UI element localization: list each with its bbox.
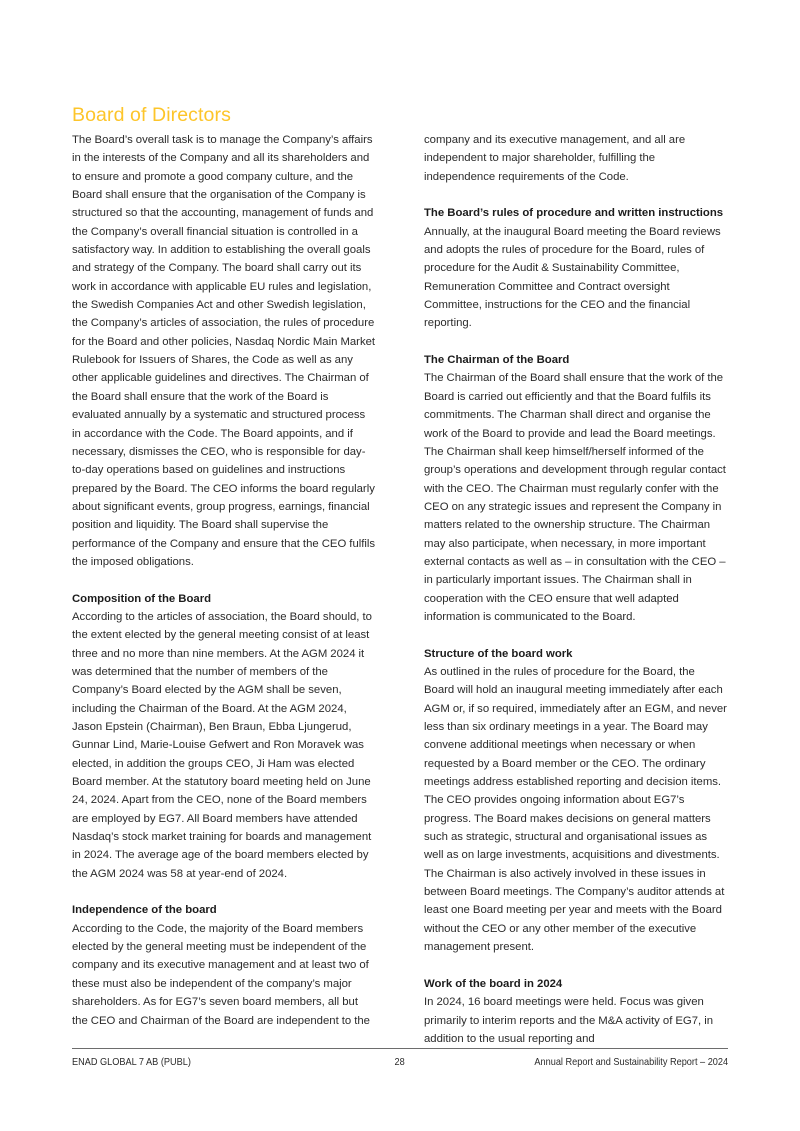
paragraph-spacer (72, 883, 376, 901)
paragraph-composition-of-the-board: According to the articles of association, the Board should, to the extent elected by the general meeting consist of at least three and no more than nine members. At the AGM 2024 it was determined that the number of members of the Company’s Board elected by the AGM shall be seven, including the Chairman of the Board. At the AGM 2024, Jason Epstein (Chairman), Ben Braun, Ebba Ljungerud, Gunnar Lind, Marie-Louise Gefwert and Ron Moravek was elected, in addition the groups CEO, Ji Ham was elected Board member. At the statutory board meeting held on June 24, 2024. Apart from the CEO, none of the Board members are employed by EG7. All Board members have attended Nasdaq’s stock market training for boards and management in 2024. The average age of the board members elected by the AGM 2024 was 58 at year-end of 2024. (72, 610, 372, 880)
paragraph-chairman-of-the-board: The Chairman of the Board shall ensure that the work of the Board is carried out efficiently and that the Board fulfils its commitments. The Charman shall direct and organise the work of the Board to provide and lead the Board meetings. The Chairman shall keep himself/herself informed of the group’s operations and development through regular contact with the CEO. The Chairman must regularly confer with the CEO on any strategic issues and represent the Company in matters related to the ownership structure. The Chairman may also participate, when necessary, in more important external contacts as well as – in consultation with the CEO – in particularly important issues. The Chairman shall in cooperation with the CEO ensure that well adapted information is communicated to the Board. (424, 372, 726, 623)
footer-report-title: Annual Report and Sustainability Report – 2024 (534, 1057, 729, 1068)
heading-chairman-of-the-board: The Chairman of the Board (424, 354, 570, 367)
paragraph-spacer (424, 186, 728, 204)
paragraph-spacer (72, 571, 376, 589)
heading-independence-of-the-board: Independence of the board (72, 904, 217, 917)
paragraph-spacer (424, 626, 728, 644)
two-column-body (72, 131, 728, 1045)
paragraph-spacer (424, 956, 728, 974)
footer-row (72, 1056, 728, 1070)
footer-page-number: 28 (394, 1057, 405, 1068)
page-footer (72, 1048, 728, 1070)
paragraph-board-overall-task: The Board’s overall task is to manage the Company’s affairs in the interests of the Company and all its shareholders and to ensure and promote a good company culture, and the Board shall ensure that the organisation of the Company is structured so that the accounting, management of funds and the Company’s overall financial situation is controlled in a satisfactory way. In addition to establishing the overall goals and strategy of the Company. The board shall carry out its work in accordance with applicable EU rules and legislation, the Swedish Companies Act and other Swedish legislation, the Company’s articles of association, the rules of procedure for the Board and other policies, Nasdaq Nordic Main Market Rulebook for Issuers of Shares, the Code as well as any other applicable guidelines and directives. The Chairman of the Board shall ensure that the work of the Board is evaluated annually by a systematic and structured process in accordance with the Code. The Board appoints, and if necessary, dismisses the CEO, who is responsible for day-to-day operations based on guidelines and instructions prepared by the Board. The CEO informs the board regularly about significant events, group progress, earnings, financial position and liquidity. The Board shall supervise the performance of the Company and ensure that the CEO fulfils the imposed obligations. (72, 134, 376, 568)
column-left (72, 131, 376, 1030)
paragraph-rules-of-procedure: Annually, at the inaugural Board meeting the Board reviews and adopts the rules of procedure for the Board, rules of procedure for the Audit & Sustainability Committee, Remuneration Committee and Contract oversight Committee, instructions for the CEO and the financial reporting. (424, 225, 721, 330)
paragraph-independence-of-the-board: According to the Code, the majority of the Board members elected by the general meeting must be independent of the company and its executive management and at least two of these must also be independent of the company’s major shareholders. As for EG7’s seven board members, all but the CEO and Chairman of the Board are independent to the (72, 922, 370, 1027)
footer-company-name: ENAD GLOBAL 7 AB (PUBL) (72, 1057, 191, 1068)
footer-divider (72, 1048, 728, 1049)
heading-rules-of-procedure: The Board’s rules of procedure and written instructions (424, 207, 724, 220)
paragraph-independence-continued: company and its executive management, and all are independent to major shareholder, fulfilling the independence requirements of the Code. (424, 134, 686, 183)
heading-work-of-the-board-in-2024: Work of the board in 2024 (424, 977, 563, 990)
page-title: Board of Directors (72, 104, 231, 127)
column-right (424, 131, 728, 1048)
paragraph-spacer (424, 333, 728, 351)
paragraph-structure-of-the-board-work: As outlined in the rules of procedure for the Board, the Board will hold an inaugural meeting immediately after each AGM or, if so required, immediately after an EGM, and never less than six ordinary meetings in a year. The Board may convene additional meetings when necessary or when requested by a Board member or the CEO. The ordinary meetings address established reporting and decision items. The CEO provides ongoing information about EG7’s progress. The Board makes decisions on general matters such as strategic, structural and organisational issues as well as on large investments, acquisitions and divestments. The Chairman is also actively involved in these issues in between Board meetings. The Company’s auditor attends at least one Board meeting per year and meets with the Board without the CEO or any other member of the executive management present. (424, 665, 727, 954)
heading-structure-of-the-board-work: Structure of the board work (424, 647, 573, 660)
heading-composition-of-the-board: Composition of the Board (72, 592, 212, 605)
paragraph-work-of-the-board-in-2024: In 2024, 16 board meetings were held. Focus was given primarily to interim reports and the M&A activity of EG7, in addition to the usual reporting and (424, 996, 714, 1045)
